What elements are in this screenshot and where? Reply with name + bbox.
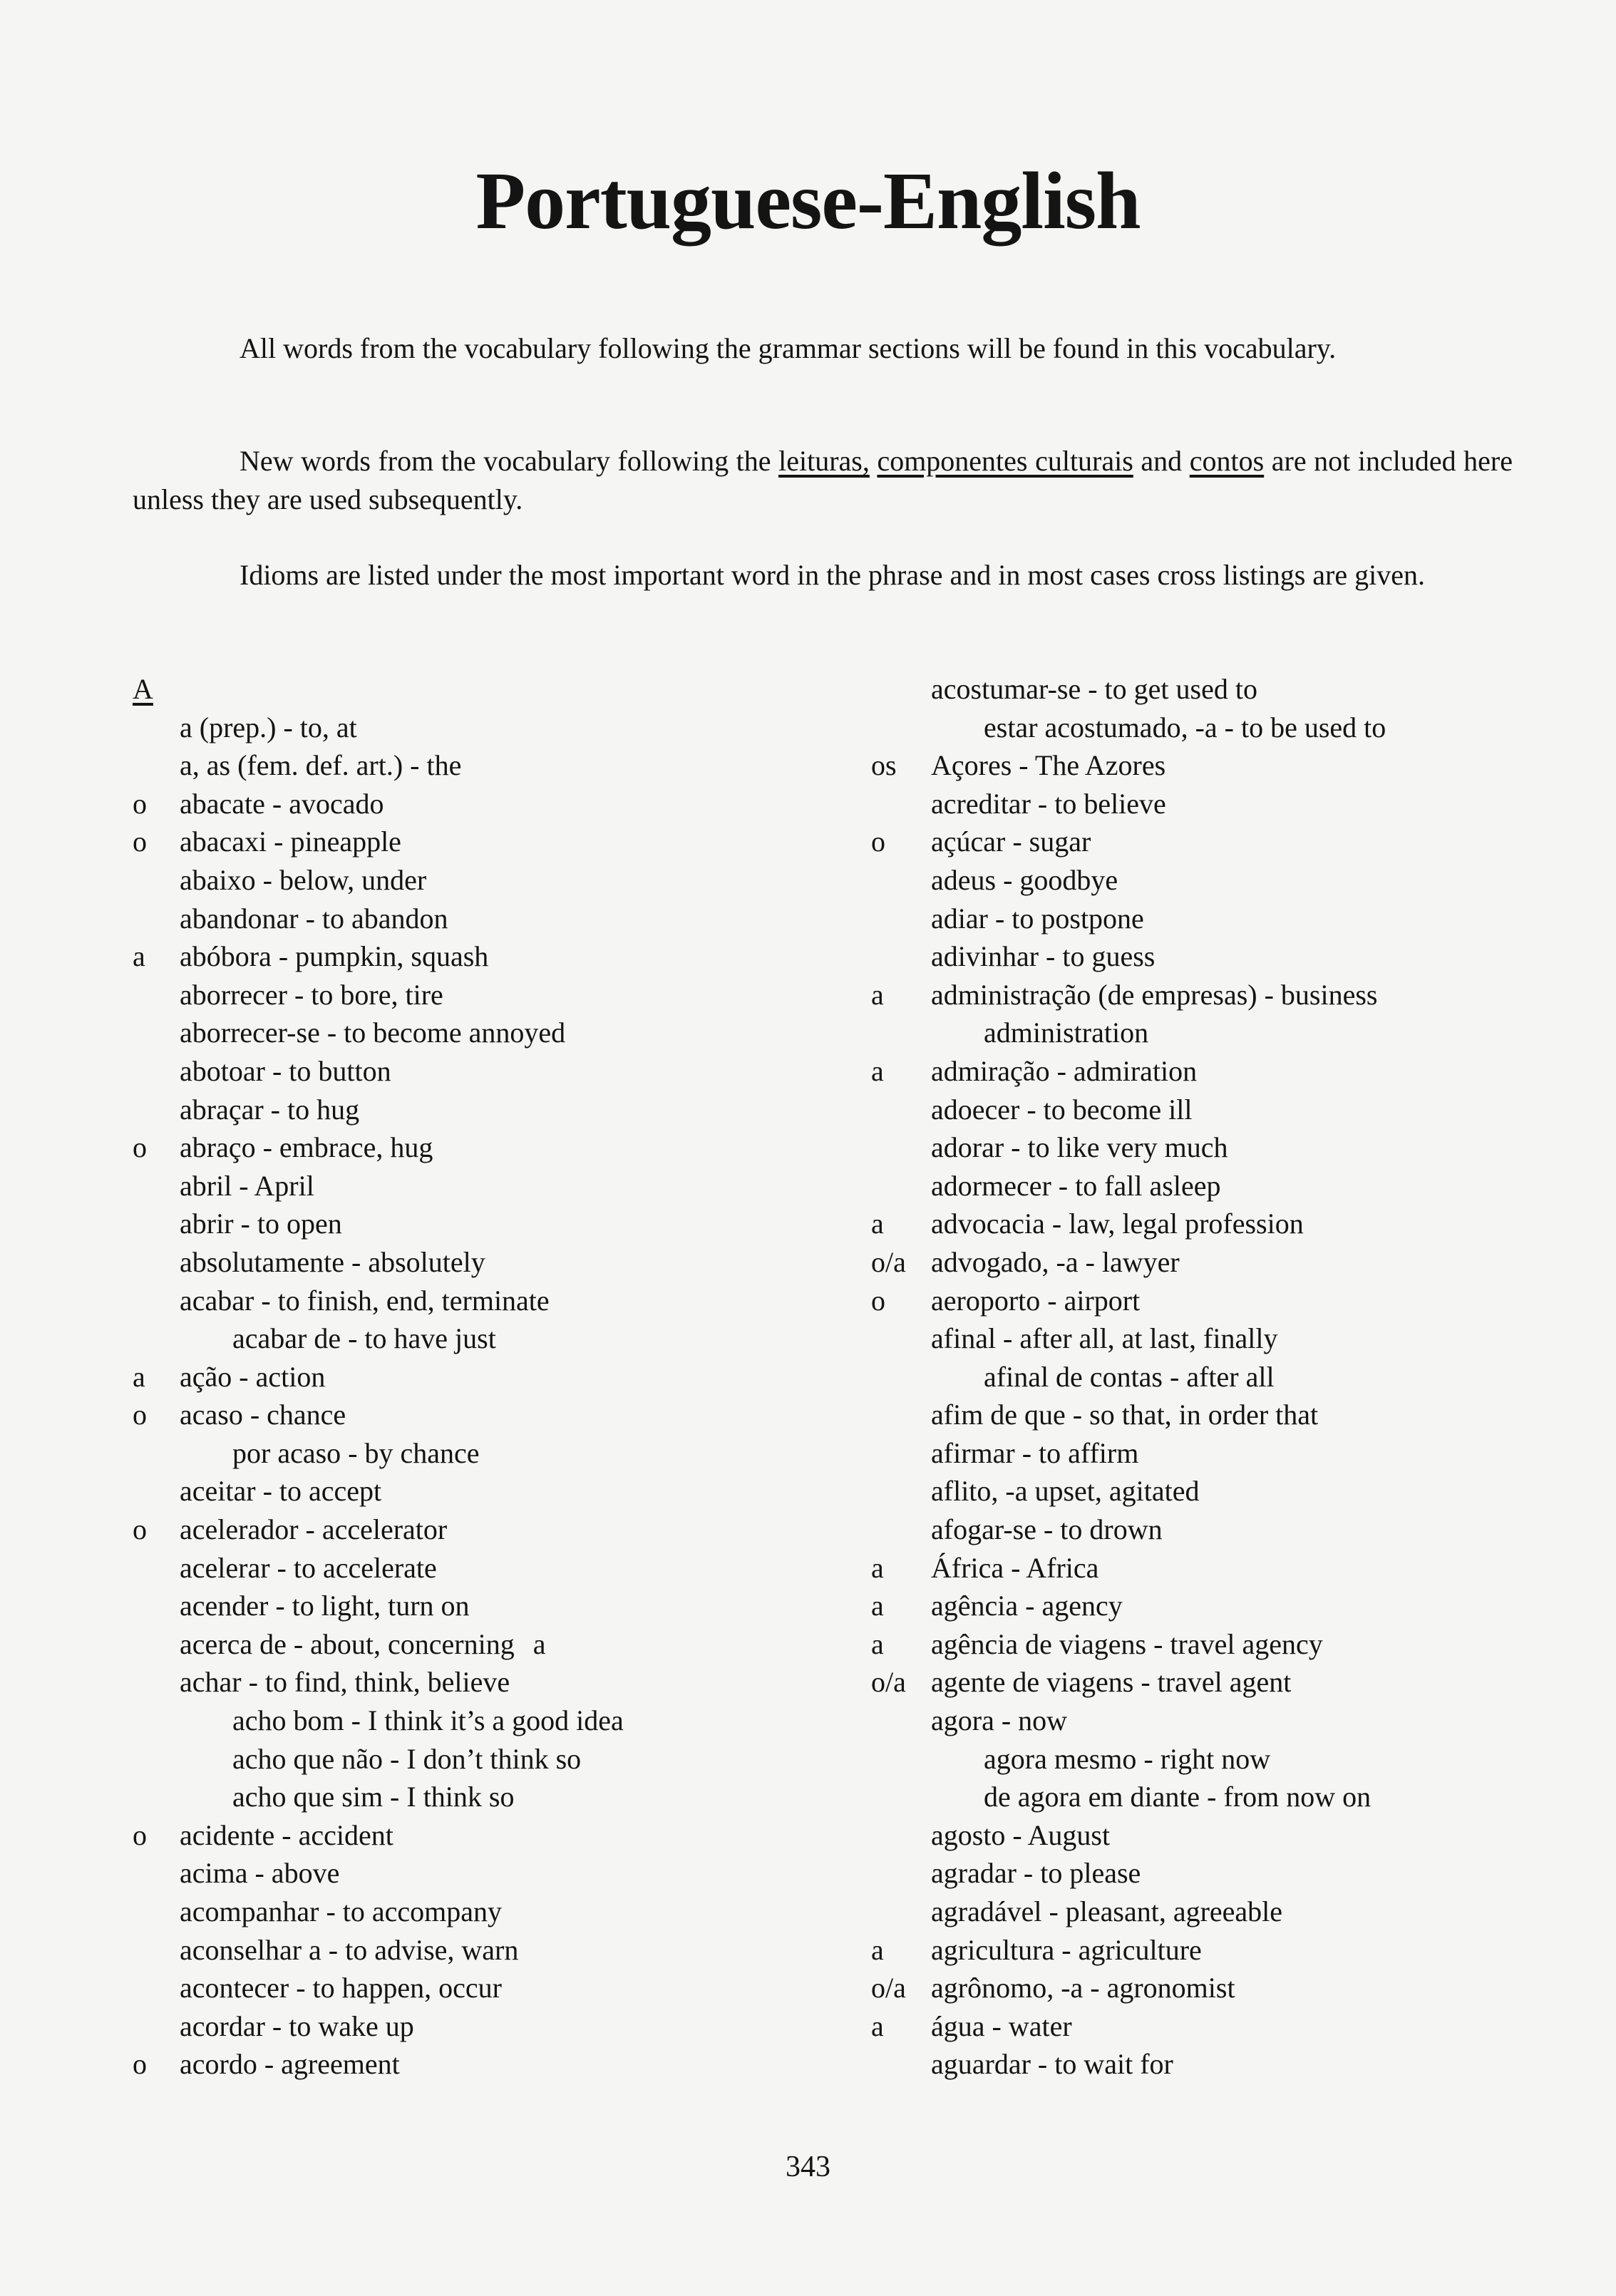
entry-text: adivinhar - to guess — [931, 940, 1156, 973]
entry-text: abotoar - to button — [180, 1054, 391, 1087]
dictionary-entry — [133, 1931, 888, 1970]
entry-text: adoecer - to become ill — [931, 1093, 1193, 1126]
sub-entry — [871, 1358, 1584, 1396]
entry-text: afim de que - so that, in order that — [931, 1399, 1319, 1431]
dictionary-entry — [133, 1549, 888, 1587]
entry-text: acima - above — [180, 1857, 340, 1890]
entry-text: agradável - pleasant, agreeable — [931, 1895, 1283, 1927]
dictionary-entry — [871, 2045, 1584, 2084]
dictionary-entry — [871, 1243, 1584, 1282]
entry-text: acidente - accident — [180, 1818, 393, 1851]
entry-text: advocacia - law, legal profession — [931, 1208, 1304, 1240]
sub-entry — [133, 1434, 888, 1473]
intro-text-3: Idioms are listed under the most important word in the phrase and in most cases cross listings are given. — [240, 559, 1425, 591]
dictionary-entry — [871, 1931, 1584, 1970]
dictionary-entry — [871, 823, 1584, 861]
article-marker: o — [133, 1399, 147, 1431]
entry-text: aborrecer-se - to become annoyed — [180, 1016, 566, 1049]
dictionary-entry — [871, 1014, 1584, 1052]
dictionary-entry — [133, 2045, 888, 2084]
right-column — [871, 670, 1584, 2084]
dictionary-entry — [871, 1052, 1584, 1091]
entry-text: agradar - to please — [931, 1857, 1141, 1890]
entry-text: acaso - chance — [180, 1399, 346, 1431]
dictionary-entry — [133, 1243, 888, 1282]
article-marker: o/a — [871, 1666, 906, 1699]
dictionary-entry — [133, 1091, 888, 1129]
dictionary-entry — [871, 1282, 1584, 1320]
dictionary-entry — [871, 861, 1584, 900]
entry-text: afirmar - to affirm — [931, 1436, 1139, 1469]
article-marker: a — [871, 978, 884, 1011]
dictionary-entry — [871, 1091, 1584, 1129]
dictionary-entry — [133, 1663, 888, 1702]
dictionary-entry — [871, 1472, 1584, 1510]
dictionary-entry — [133, 1358, 888, 1396]
dictionary-entry — [133, 1472, 888, 1510]
dictionary-entry — [871, 1549, 1584, 1587]
entry-text: estar acostumado, -a - to be used to — [984, 711, 1386, 743]
sub-entry — [133, 1778, 888, 1816]
article-marker: o/a — [871, 1245, 906, 1278]
componentes-culturais-link: componentes culturais — [877, 445, 1133, 477]
left-column — [133, 670, 888, 2084]
article-marker: o — [133, 825, 147, 858]
dictionary-entry — [133, 1014, 888, 1052]
dictionary-entry — [133, 900, 888, 938]
intro-text-2a: New words from the vocabulary following the — [240, 445, 779, 477]
entry-text: administração (de empresas) - business — [931, 978, 1378, 1011]
article-marker: a — [133, 1360, 145, 1393]
sub-entry — [871, 709, 1584, 747]
dictionary-entry — [871, 1319, 1584, 1358]
dictionary-entry — [133, 1893, 888, 1931]
entry-text: aflito, -a upset, agitated — [931, 1475, 1200, 1508]
entry-text: açúcar - sugar — [931, 825, 1091, 858]
dictionary-entry — [133, 1510, 888, 1549]
entry-text: de agora em diante - from now on — [984, 1781, 1371, 1813]
article-marker: a — [871, 1933, 884, 1966]
dictionary-entry — [133, 1396, 888, 1434]
dictionary-entry — [133, 2007, 888, 2046]
entry-text: A — [133, 673, 153, 705]
entry-text: acordo - agreement — [180, 2048, 400, 2081]
dictionary-entry — [133, 1625, 888, 1664]
entry-text: acontecer - to happen, occur — [180, 1972, 502, 2004]
entry-text: acabar - to finish, end, terminate — [180, 1284, 550, 1317]
dictionary-entry — [133, 1587, 888, 1625]
dictionary-entry — [871, 1816, 1584, 1855]
dictionary-entry — [133, 823, 888, 861]
dictionary-entry — [871, 1167, 1584, 1205]
entry-text: afinal de contas - after all — [984, 1360, 1275, 1393]
entry-text: admiração - admiration — [931, 1054, 1198, 1087]
entry-text: advogado, -a - lawyer — [931, 1245, 1180, 1278]
article-marker: o — [871, 825, 885, 858]
intro-paragraph-1 — [133, 329, 1513, 368]
entry-text: aconselhar a - to advise, warn — [180, 1933, 519, 1966]
article-marker: a — [871, 1590, 884, 1622]
entry-text: acelerador - accelerator — [180, 1513, 448, 1546]
entry-text: afogar-se - to drown — [931, 1513, 1163, 1546]
entry-text: abacate - avocado — [180, 787, 384, 820]
entry-text: acho que sim - I think so — [232, 1781, 515, 1813]
entry-text: acho que não - I don’t think so — [232, 1742, 582, 1775]
dictionary-entry — [871, 1969, 1584, 2007]
dictionary-entry — [133, 976, 888, 1014]
entry-text: agrônomo, -a - agronomist — [931, 1972, 1235, 2004]
intro-paragraph-2 — [133, 442, 1513, 519]
entry-text: a (prep.) - to, at — [180, 711, 357, 743]
entry-text: abacaxi - pineapple — [180, 825, 401, 858]
sub-entry — [133, 1702, 888, 1740]
dictionary-entry — [133, 937, 888, 976]
entry-text: agosto - August — [931, 1818, 1111, 1851]
entry-text: por acaso - by chance — [232, 1436, 480, 1469]
section-letter — [133, 670, 888, 709]
intro-text-2d: are not included here unless they are used subsequently. — [133, 445, 1513, 515]
dictionary-entry — [871, 1663, 1584, 1702]
article-marker: o — [133, 2048, 147, 2081]
entry-text: adorar - to like very much — [931, 1131, 1228, 1164]
entry-text: ação - action — [180, 1360, 326, 1393]
dictionary-entry — [871, 1128, 1584, 1167]
article-marker: a — [871, 2009, 884, 2042]
entry-text: aceitar - to accept — [180, 1475, 382, 1508]
dictionary-entry — [871, 785, 1584, 823]
entry-text: acelerar - to accelerate — [180, 1551, 437, 1584]
article-marker: o — [133, 1818, 147, 1851]
article-marker: o — [133, 1513, 147, 1546]
contos-link: contos — [1189, 445, 1265, 477]
entry-text: agência - agency — [931, 1590, 1123, 1622]
dictionary-entry — [133, 709, 888, 747]
dictionary-entry — [133, 1282, 888, 1320]
entry-text: abraço - embrace, hug — [180, 1131, 433, 1164]
entry-text: abóbora - pumpkin, squash — [180, 940, 489, 973]
sub-entry — [133, 1740, 888, 1778]
sub-entry — [871, 1778, 1584, 1816]
entry-text: acordar - to wake up — [180, 2009, 414, 2042]
dictionary-entry — [871, 1625, 1584, 1664]
article-marker: o — [133, 1131, 147, 1164]
entry-text: aguardar - to wait for — [931, 2048, 1173, 2081]
page-title: Portuguese-English — [475, 155, 1141, 246]
dictionary-entry — [871, 900, 1584, 938]
article-marker: a — [133, 940, 145, 973]
entry-main-text: acerca de - about, concerning — [180, 1627, 515, 1660]
intro-paragraph-3 — [133, 556, 1513, 594]
article-marker: o/a — [871, 1972, 906, 2004]
entry-text — [180, 1625, 546, 1664]
entry-text: acender - to light, turn on — [180, 1590, 470, 1622]
entry-text: agora - now — [931, 1704, 1068, 1737]
entry-text: absolutamente - absolutely — [180, 1245, 485, 1278]
article-marker: o — [871, 1284, 885, 1317]
intro-text-2c: and — [1133, 445, 1190, 477]
dictionary-entry — [133, 746, 888, 785]
dictionary-entry — [871, 1702, 1584, 1740]
dictionary-entry — [133, 1128, 888, 1167]
article-marker: os — [871, 749, 897, 782]
dictionary-entry — [133, 1816, 888, 1855]
entry-text: adormecer - to fall asleep — [931, 1169, 1221, 1202]
dictionary-entry — [871, 976, 1584, 1014]
entry-text: agricultura - agriculture — [931, 1933, 1202, 1966]
entry-text: aborrecer - to bore, tire — [180, 978, 443, 1011]
leituras-link: leituras, — [778, 445, 870, 477]
dictionary-entry — [871, 1510, 1584, 1549]
entry-text: África - Africa — [931, 1551, 1099, 1584]
entry-text: abril - April — [180, 1169, 314, 1202]
entry-text: adeus - goodbye — [931, 863, 1118, 896]
dictionary-entry — [133, 1969, 888, 2007]
entry-text: acostumar-se - to get used to — [931, 673, 1257, 705]
entry-text: água - water — [931, 2009, 1072, 2042]
dictionary-entry — [871, 1396, 1584, 1434]
entry-text: acreditar - to believe — [931, 787, 1166, 820]
article-marker: o — [133, 787, 147, 820]
dictionary-entry — [871, 1434, 1584, 1473]
entry-text: acho bom - I think it’s a good idea — [232, 1704, 624, 1737]
intro-text-1: All words from the vocabulary following the grammar sections will be found in this vocabulary. — [240, 332, 1337, 364]
dictionary-entry — [871, 1854, 1584, 1893]
dictionary-entry — [871, 1893, 1584, 1931]
entry-text: abrir - to open — [180, 1208, 342, 1240]
entry-text: abandonar - to abandon — [180, 902, 448, 935]
entry-text: acabar de - to have just — [232, 1322, 496, 1355]
dictionary-entry — [133, 1205, 888, 1243]
entry-text: abaixo - below, under — [180, 863, 427, 896]
entry-text: aeroporto - airport — [931, 1284, 1141, 1317]
sub-entry — [133, 1319, 888, 1358]
dictionary-entry — [871, 937, 1584, 976]
article-marker: a — [871, 1054, 884, 1087]
dictionary-entry — [133, 1167, 888, 1205]
entry-text: administration — [984, 1016, 1149, 1049]
dictionary-entry — [133, 1052, 888, 1091]
article-marker: a — [871, 1627, 884, 1660]
entry-text: agora mesmo - right now — [984, 1742, 1271, 1775]
sub-entry — [871, 1740, 1584, 1778]
entry-text: achar - to find, think, believe — [180, 1666, 510, 1699]
entry-text: agente de viagens - travel agent — [931, 1666, 1292, 1699]
page-number: 343 — [786, 2151, 830, 2183]
entry-text: abraçar - to hug — [180, 1093, 360, 1126]
entry-text: agência de viagens - travel agency — [931, 1627, 1323, 1660]
dictionary-entry — [133, 861, 888, 900]
dictionary-entry — [871, 1205, 1584, 1243]
dictionary-entry — [871, 2007, 1584, 2046]
entry-text: afinal - after all, at last, finally — [931, 1322, 1278, 1355]
dictionary-entry — [871, 1587, 1584, 1625]
intro-text-2b — [870, 445, 878, 477]
dictionary-entry — [871, 670, 1584, 709]
stray-article-marker: a — [532, 1627, 546, 1660]
entry-text: adiar - to postpone — [931, 902, 1144, 935]
article-marker: a — [871, 1208, 884, 1240]
entry-text: acompanhar - to accompany — [180, 1895, 503, 1927]
dictionary-entry — [133, 785, 888, 823]
article-marker: a — [871, 1551, 884, 1584]
entry-text: a, as (fem. def. art.) - the — [180, 749, 462, 782]
dictionary-entry — [871, 746, 1584, 785]
entry-text: Açores - The Azores — [931, 749, 1166, 782]
dictionary-entry — [133, 1854, 888, 1893]
